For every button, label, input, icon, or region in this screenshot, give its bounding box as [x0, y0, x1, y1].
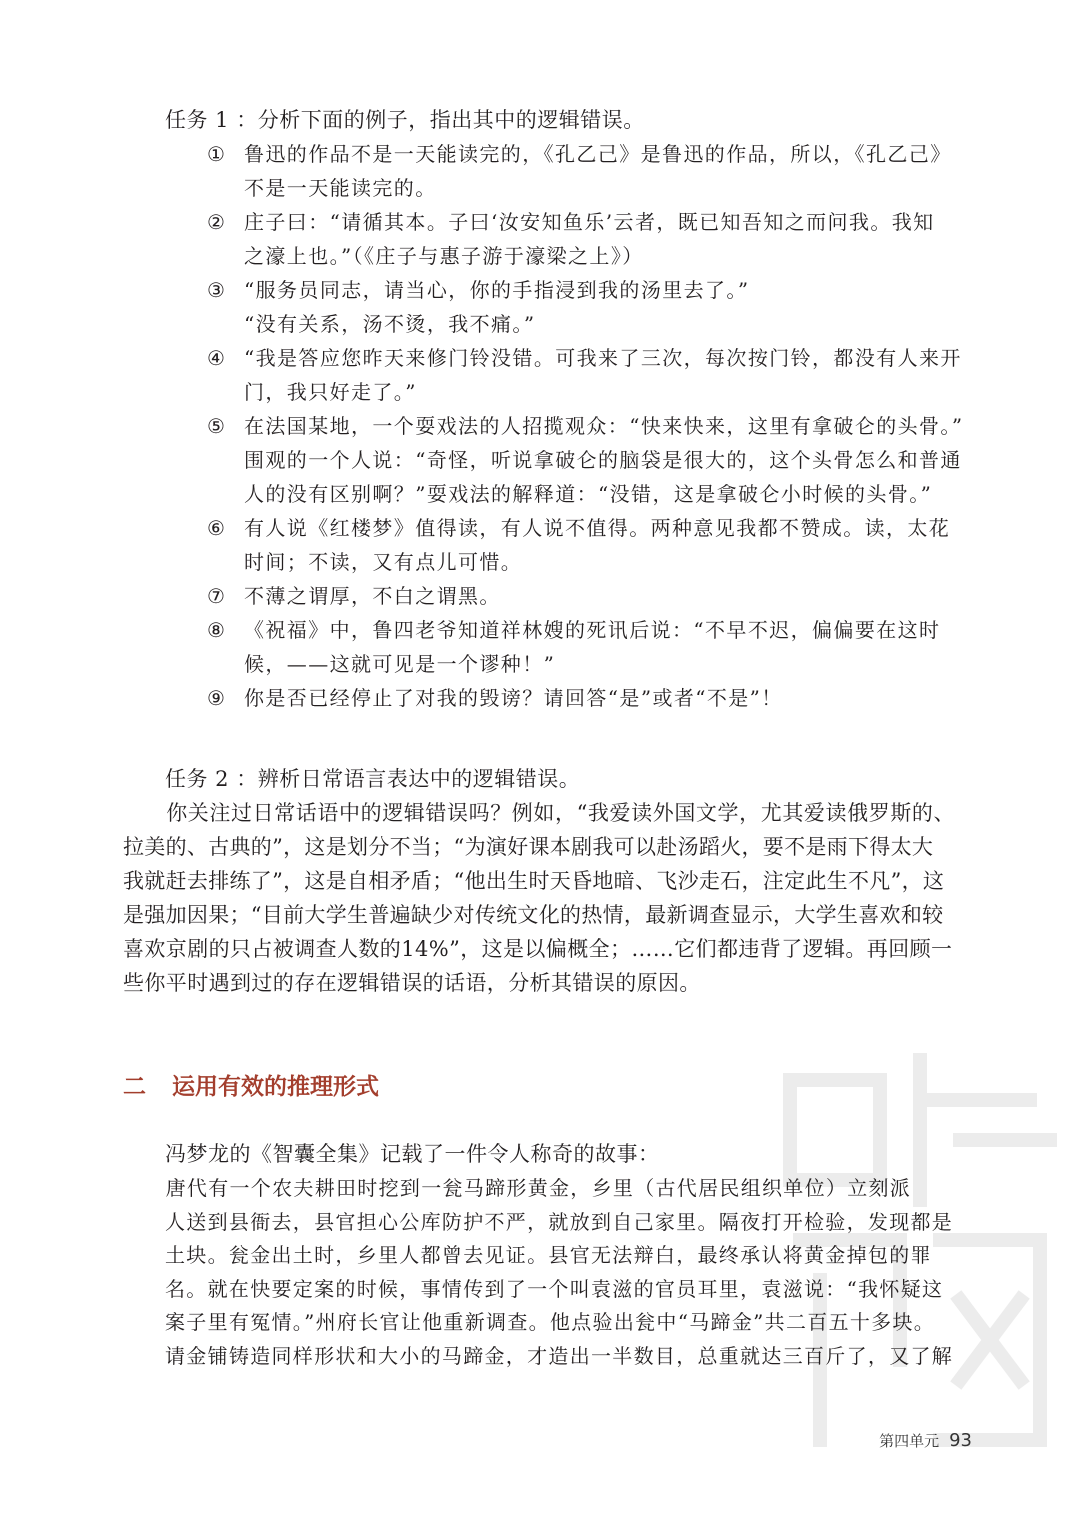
example-number: ③: [207, 278, 225, 302]
example-line: 不薄之谓厚，不白之谓黑。: [244, 584, 501, 608]
example-item: [207, 409, 987, 511]
task1-heading: 任务 1 ：分析下面的例子，指出其中的逻辑错误。: [165, 108, 645, 132]
example-item: [207, 273, 987, 341]
example-line: “没有关系，汤不烫，我不痛。”: [244, 312, 536, 336]
example-line: 人的没有区别啊？”耍戏法的解释道：“没错，这是拿破仑小时候的头骨。”: [244, 482, 933, 506]
paragraph-line: 喜欢京剧的只占被调查人数的14%”，这是以偏概全；……它们都违背了逻辑。再回顾一: [123, 937, 953, 961]
example-number: ⑨: [207, 686, 225, 710]
example-list: [207, 137, 987, 715]
example-item: [207, 137, 987, 205]
section-title: 运用有效的推理形式: [172, 1074, 379, 1100]
story-line: 唐代有一个农夫耕田时挖到一瓮马蹄形黄金，乡里（古代居民组织单位）立刻派: [123, 1176, 912, 1200]
example-line: 不是一天能读完的。: [244, 176, 437, 200]
section-heading: [123, 1068, 379, 1101]
example-line: 时间；不读，又有点儿可惜。: [244, 550, 523, 574]
section-number: 二: [123, 1074, 146, 1100]
example-item: [207, 681, 987, 715]
example-line: 你是否已经停止了对我的毁谤？请回答“是”或者“不是”！: [244, 686, 783, 710]
example-line: “服务员同志，请当心，你的手指浸到我的汤里去了。”: [244, 278, 750, 302]
example-number: ⑧: [207, 618, 225, 642]
unit-label: 第四单元: [879, 1432, 940, 1450]
page-number: 93: [949, 1430, 972, 1451]
example-number: ⑥: [207, 516, 225, 540]
example-item: [207, 341, 987, 409]
example-number: ⑤: [207, 414, 225, 438]
story-line: 人送到县衙去，县官担心公库防护不严，就放到自己家里。隔夜打开检验，发现都是: [165, 1209, 954, 1234]
task2-paragraph: [123, 796, 983, 1000]
example-line: “我是答应您昨天来修门铃没错。可我来了三次，每次按门铃，都没有人来开: [244, 346, 962, 370]
example-line: 在法国某地，一个耍戏法的人招揽观众：“快来快来，这里有拿破仑的头骨。”: [244, 414, 964, 438]
example-item: [207, 511, 987, 579]
example-line: 鲁迅的作品不是一天能读完的，《孔乙己》是鲁迅的作品，所以，《孔乙己》: [244, 142, 952, 166]
example-number: ⑦: [207, 584, 225, 608]
example-line: 庄子曰：“请循其本。子曰‘汝安知鱼乐’云者，既已知吾知之而问我。我知: [244, 210, 935, 234]
example-line: 门，我只好走了。”: [244, 380, 417, 404]
paragraph-line: 我就赶去排练了”，这是自相矛盾；“他出生时天昏地暗、飞沙走石，注定此生不凡”，这: [123, 869, 945, 893]
example-item: [207, 613, 987, 681]
example-number: ②: [207, 210, 225, 234]
example-line: 候，——这就可见是一个谬种！”: [244, 652, 556, 676]
example-line: 围观的一个人说：“奇怪，听说拿破仑的脑袋是很大的，这个头骨怎么和普通: [244, 448, 962, 472]
story-line: 案子里有冤情。”州府长官让他重新调查。他点验出瓮中“马蹄金”共二百五十多块。: [165, 1310, 936, 1334]
example-number: ①: [207, 142, 225, 166]
story-line: 名。就在快要定案的时候，事情传到了一个叫袁滋的官员耳里，袁滋说：“我怀疑这: [165, 1276, 944, 1301]
story-line: 土块。瓮金出土时，乡里人都曾去见证。县官无法辩白，最终承认将黄金掉包的罪: [165, 1243, 932, 1267]
task2-heading: 任务 2 ：辨析日常语言表达中的逻辑错误。: [165, 767, 581, 791]
paragraph-line: 些你平时遇到过的存在逻辑错误的话语，分析其错误的原因。: [123, 971, 701, 995]
paragraph-line: 是强加因果；“目前大学生普遍缺少对传统文化的热情，最新调查显示，大学生喜欢和较: [123, 903, 944, 927]
paragraph-line: 拉美的、古典的”，这是划分不当；“为演好课本剧我可以赴汤蹈火，要不是雨下得太大: [123, 835, 934, 859]
example-item: [207, 205, 987, 273]
story-line: 请金铺铸造同样形状和大小的马蹄金，才造出一半数目，总重就达三百斤了，又了解: [165, 1343, 954, 1368]
example-line: 有人说《红楼梦》值得读，有人说不值得。两种意见我都不赞成。读，太花: [244, 516, 951, 540]
example-line: 之濠上也。”（《庄子与惠子游于濠梁之上》）: [244, 244, 644, 268]
story-quote: [123, 1172, 983, 1373]
story-intro: 冯梦龙的《智囊全集》记载了一件令人称奇的故事：: [165, 1142, 660, 1166]
example-number: ④: [207, 346, 225, 370]
paragraph-line: 你关注过日常话语中的逻辑错误吗？例如，“我爱读外国文学，尤其爱读俄罗斯的、: [123, 801, 956, 825]
example-line: 《祝福》中，鲁四老爷知道祥林嫂的死讯后说：“不早不迟，偏偏要在这时: [244, 618, 941, 642]
page-footer: [879, 1430, 972, 1451]
example-item: [207, 579, 987, 613]
